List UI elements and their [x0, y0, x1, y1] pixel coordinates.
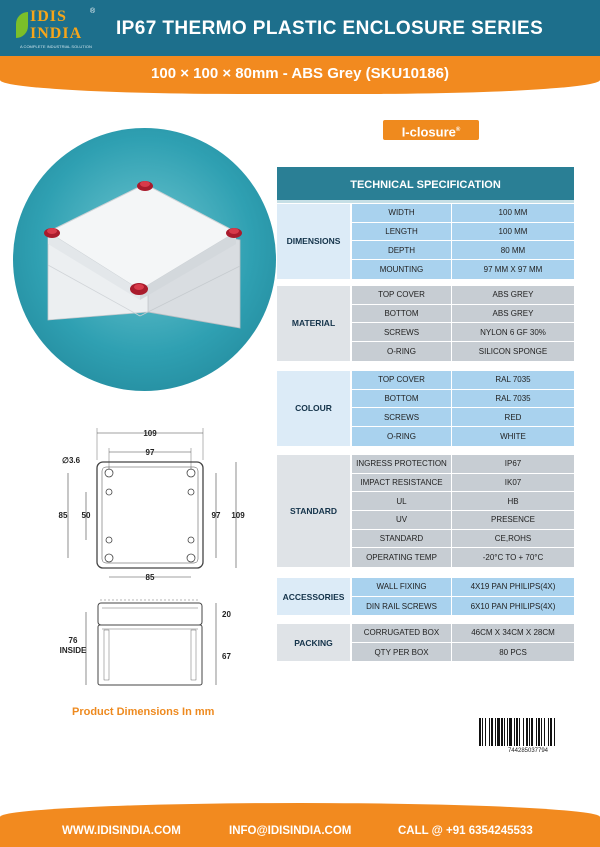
spec-key: O-RING: [352, 427, 452, 446]
footer-phone[interactable]: CALL @ +91 6354245533: [398, 825, 533, 837]
barcode-bar: [495, 718, 496, 746]
spec-value: PRESENCE: [490, 515, 535, 525]
barcode-bar: [504, 718, 505, 746]
spec-key: BOTTOM: [352, 390, 452, 408]
spec-key: QTY PER BOX: [352, 643, 452, 662]
spec-value: ABS GREY: [492, 309, 534, 319]
product-barcode: [477, 718, 579, 758]
barcode-bar: [497, 718, 500, 746]
spec-value: 80 MM: [500, 245, 526, 255]
spec-key: LENGTH: [352, 223, 452, 241]
spec-value: IP67: [504, 459, 522, 469]
spec-group-label: MATERIAL: [277, 286, 352, 361]
spec-value: 46CM X 34CM X 28CM: [471, 628, 555, 638]
barcode-bars: [477, 718, 579, 748]
dim-left-inner: 50: [81, 511, 91, 520]
spec-group-label: PACKING: [277, 624, 352, 661]
barcode-bar: [516, 718, 518, 746]
barcode-bar: [479, 718, 481, 746]
spec-value: IK07: [504, 478, 522, 488]
spec-heading: TECHNICAL SPECIFICATION: [277, 167, 574, 203]
barcode-bar: [501, 718, 503, 746]
spec-key: SCREWS: [352, 408, 452, 426]
dim-top-width: 109: [143, 429, 157, 438]
brand-name: I-closure: [401, 124, 456, 140]
spec-value: RAL 7035: [495, 375, 531, 385]
dim-right-inner: 97: [211, 511, 221, 520]
spec-key: O-RING: [352, 342, 452, 361]
barcode-bar: [529, 718, 530, 746]
spec-key: WIDTH: [352, 204, 452, 222]
spec-value: ABS GREY: [492, 290, 534, 300]
product-subtitle: 100 × 100 × 80mm - ABS Grey (SKU10186): [151, 65, 449, 82]
spec-key: TOP COVER: [352, 286, 452, 304]
barcode-bar: [523, 718, 524, 746]
spec-value: 4X19 PAN PHILIPS(4X): [470, 582, 556, 592]
spec-key: WALL FIXING: [352, 578, 452, 596]
dimension-caption: Product Dimensions In mm: [72, 706, 215, 718]
spec-value: RED: [504, 412, 522, 422]
spec-value: 100 MM: [498, 227, 528, 237]
spec-key: DEPTH: [352, 241, 452, 259]
spec-value: SILICON SPONGE: [478, 346, 548, 356]
spec-key: INGRESS PROTECTION: [352, 455, 452, 473]
spec-value: WHITE: [500, 431, 526, 441]
spec-value: HB: [507, 496, 519, 506]
brand-registered-mark: ®: [455, 127, 461, 133]
spec-key: SCREWS: [352, 323, 452, 341]
barcode-bar: [526, 718, 528, 746]
spec-key: DIN RAIL SCREWS: [352, 597, 452, 616]
barcode-bar: [519, 718, 520, 746]
spec-key: BOTTOM: [352, 305, 452, 323]
barcode-bar: [482, 718, 483, 746]
logo-tagline: A COMPLETE INDUSTRIAL SOLUTION: [20, 44, 92, 49]
side-view-drawing: [86, 600, 216, 685]
barcode-bar: [544, 718, 545, 746]
dim-side-bottom: 67: [222, 652, 231, 661]
spec-key: MOUNTING: [352, 260, 452, 279]
logo-registered-mark: ®: [90, 8, 96, 15]
footer-email-link[interactable]: INFO@IDISINDIA.COM: [229, 825, 352, 837]
spec-group-label: DIMENSIONS: [277, 204, 352, 279]
dim-hole-diameter: ∅3.6: [62, 456, 81, 465]
barcode-bar: [536, 718, 537, 746]
page-title: IP67 THERMO PLASTIC ENCLOSURE SERIES: [116, 18, 544, 39]
barcode-bar: [489, 718, 490, 746]
barcode-bar: [541, 718, 542, 746]
dim-side-top: 20: [222, 610, 231, 619]
spec-group-label: STANDARD: [277, 455, 352, 567]
spec-key: UL: [352, 492, 452, 510]
spec-key: TOP COVER: [352, 371, 452, 389]
spec-group-label: ACCESSORIES: [277, 578, 352, 615]
barcode-number: 744285037794: [507, 748, 549, 754]
spec-value: -20°C TO + 70°C: [482, 553, 544, 563]
footer-website-link[interactable]: WWW.IDISINDIA.COM: [62, 825, 181, 837]
spec-value: CE,ROHS: [494, 534, 532, 544]
logo-text-line2: INDIA: [30, 25, 83, 42]
barcode-bar: [548, 718, 549, 746]
barcode-bar: [554, 718, 555, 746]
spec-key: STANDARD: [352, 530, 452, 548]
barcode-bar: [538, 718, 540, 746]
spec-value: 6X10 PAN PHILIPS(4X): [470, 601, 556, 611]
spec-value: RAL 7035: [495, 394, 531, 404]
barcode-bar: [509, 718, 512, 746]
spec-group-label: COLOUR: [277, 371, 352, 446]
dim-left-outer: 85: [58, 511, 68, 520]
spec-value: NYLON 6 GF 30%: [480, 327, 546, 337]
spec-key: UV: [352, 511, 452, 529]
dim-side-inside-label: INSIDE: [59, 646, 87, 655]
spec-value: 80 PCS: [499, 647, 527, 657]
logo-text-line1: IDIS: [30, 8, 67, 25]
barcode-bar: [491, 718, 493, 746]
barcode-bar: [507, 718, 508, 746]
spec-value: 100 MM: [498, 208, 528, 218]
dim-side-inside-value: 76: [68, 636, 78, 645]
dim-right-outer: 109: [231, 511, 245, 520]
spec-key: OPERATING TEMP: [352, 548, 452, 567]
barcode-bar: [514, 718, 515, 746]
dim-inner-width: 97: [145, 448, 155, 457]
dim-bottom-width: 85: [145, 573, 155, 582]
spec-value: 97 MM X 97 MM: [483, 264, 543, 274]
barcode-bar: [550, 718, 552, 746]
barcode-bar: [485, 718, 486, 746]
barcode-bar: [531, 718, 533, 746]
footer-bar: [0, 803, 600, 847]
spec-key: IMPACT RESISTANCE: [352, 474, 452, 492]
spec-key: CORRUGATED BOX: [352, 624, 452, 642]
